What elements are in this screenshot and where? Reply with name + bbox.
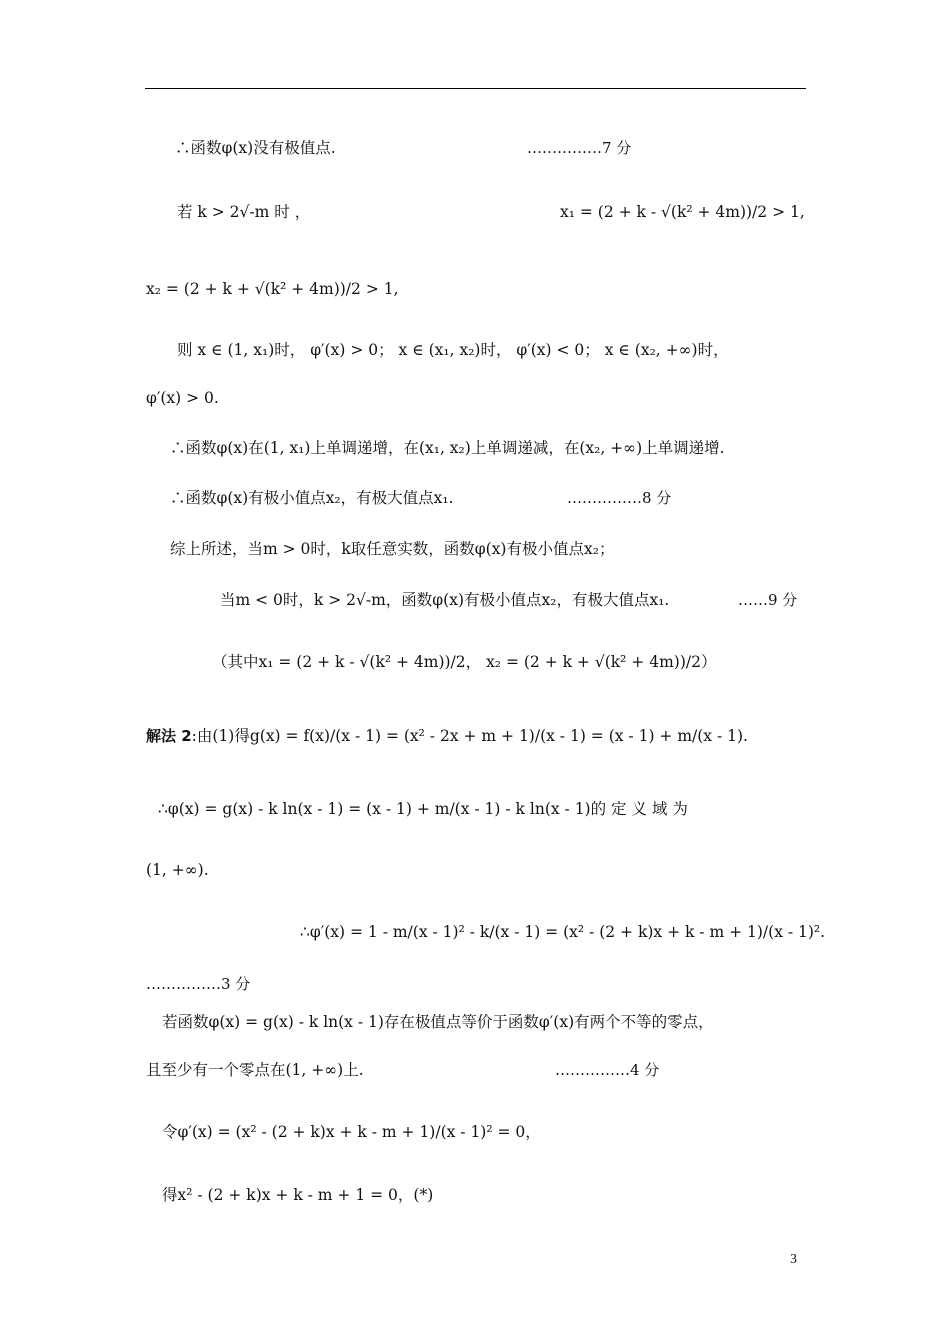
score-4: ……………4 分 <box>555 1061 660 1079</box>
text-line: ∴函数φ(x)在(1, x₁)上单调递增，在(x₁, x₂)上单调递减，在(x₂, +∞)上单调递增. <box>170 439 725 457</box>
method-text: :由(1)得g(x) = f(x)/(x - 1) = (x² - 2x + m + 1)/(x - 1) = (x - 1) + m/(x - 1). <box>191 727 748 745</box>
x1-definition: x₁ = (2 + k - √(k² + 4m))/2 > 1, <box>560 203 805 221</box>
text-line: 得x² - (2 + k)x + k - m + 1 = 0，(*) <box>162 1186 434 1204</box>
header-rule <box>145 88 806 89</box>
text-line: 当m < 0时，k > 2√-m，函数φ(x)有极小值点x₂，有极大值点x₁. <box>220 591 670 609</box>
text-line: 且至少有一个零点在(1, +∞)上. <box>146 1061 364 1079</box>
page-number: 3 <box>790 1252 797 1267</box>
text-line: 综上所述，当m > 0时，k取任意实数，函数φ(x)有极小值点x₂； <box>170 540 615 558</box>
text-line: 令φ′(x) = (x² - (2 + k)x + k - m + 1)/(x - 1)² = 0， <box>162 1123 541 1141</box>
text-line: （其中x₁ = (2 + k - √(k² + 4m))/2， x₂ = (2 + k + √(k² + 4m))/2） <box>212 653 717 671</box>
text-line: φ′(x) > 0. <box>146 389 219 407</box>
score-8: ……………8 分 <box>567 489 672 507</box>
score-3: ……………3 分 <box>146 975 251 993</box>
text-line: 若函数φ(x) = g(x) - k ln(x - 1)存在极值点等价于函数φ′(x)有两个不等的零点， <box>162 1013 714 1031</box>
text-line: ∴φ(x) = g(x) - k ln(x - 1) = (x - 1) + m/(x - 1) - k ln(x - 1)的 定 义 域 为 <box>158 800 688 818</box>
text-line: 则 x ∈ (1, x₁)时， φ′(x) > 0； x ∈ (x₁, x₂)时， φ′(x) < 0； x ∈ (x₂, +∞)时， <box>177 341 729 359</box>
score-7: ……………7 分 <box>527 139 632 157</box>
text-line: x₂ = (2 + k + √(k² + 4m))/2 > 1, <box>146 280 399 298</box>
score-9: ……9 分 <box>738 591 798 609</box>
text-line: ∴函数φ(x)有极小值点x₂，有极大值点x₁. <box>170 489 454 507</box>
method-2-line <box>146 724 748 748</box>
text-line: ∴φ′(x) = 1 - m/(x - 1)² - k/(x - 1) = (x² - (2 + k)x + k - m + 1)/(x - 1)². <box>300 923 826 941</box>
text-line: (1, +∞). <box>146 861 209 879</box>
method-label: 解法 2 <box>146 727 192 745</box>
text-line: 若 k > 2√-m 时 ， <box>177 203 311 221</box>
text-line: ∴函数φ(x)没有极值点. <box>175 139 336 157</box>
